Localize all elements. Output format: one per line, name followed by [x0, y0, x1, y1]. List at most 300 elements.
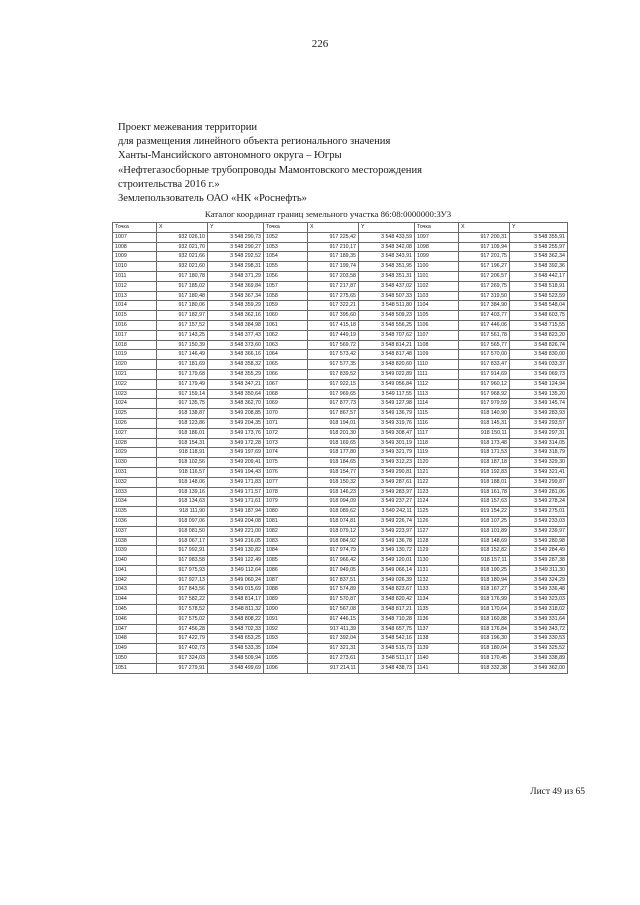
cell-x: 918 161,78	[459, 487, 510, 497]
cell-point: 1048	[113, 634, 157, 644]
cell-x: 917 422,79	[157, 634, 208, 644]
cell-y: 3 549 112,64	[208, 565, 264, 575]
cell-y: 3 548 347,21	[208, 379, 264, 389]
cell-point: 1112	[415, 379, 459, 389]
cell-x: 918 187,18	[459, 458, 510, 468]
cell-x: 917 992,91	[157, 546, 208, 556]
cell-point: 1055	[264, 262, 308, 272]
cell-x: 918 102,56	[157, 458, 208, 468]
cell-x: 918 111,90	[157, 507, 208, 517]
cell-point: 1085	[264, 556, 308, 566]
cell-x: 917 867,57	[308, 409, 359, 419]
cell-point: 1109	[415, 350, 459, 360]
cell-x: 918 154,31	[157, 438, 208, 448]
table-row	[113, 360, 568, 370]
cell-y: 3 548 515,73	[359, 644, 415, 654]
table-row	[113, 556, 568, 566]
cell-y: 3 549 136,78	[359, 536, 415, 546]
cell-y: 3 548 362,16	[208, 311, 264, 321]
cell-point: 1100	[415, 262, 459, 272]
table-row	[113, 409, 568, 419]
column-header: Точка	[264, 223, 308, 233]
cell-y: 3 549 301,19	[359, 438, 415, 448]
cell-point: 1082	[264, 526, 308, 536]
cell-y: 3 549 287,38	[510, 556, 568, 566]
cell-x: 918 188,01	[459, 477, 510, 487]
cell-point: 1140	[415, 654, 459, 664]
cell-y: 3 548 358,32	[208, 360, 264, 370]
cell-point: 1073	[264, 438, 308, 448]
cell-y: 3 549 233,03	[510, 516, 568, 526]
cell-point: 1131	[415, 565, 459, 575]
cell-point: 1102	[415, 281, 459, 291]
cell-x: 917 578,52	[157, 605, 208, 615]
cell-x: 917 966,42	[308, 556, 359, 566]
cell-x: 918 084,92	[308, 536, 359, 546]
cell-x: 917 877,73	[308, 399, 359, 409]
cell-x: 918 192,83	[459, 467, 510, 477]
cell-x: 917 180,78	[157, 271, 208, 281]
table-row	[113, 271, 568, 281]
cell-point: 1094	[264, 644, 308, 654]
cell-y: 3 549 281,06	[510, 487, 568, 497]
cell-point: 1087	[264, 575, 308, 585]
cell-x: 917 217,87	[308, 281, 359, 291]
cell-x: 918 138,87	[157, 409, 208, 419]
cell-y: 3 549 321,79	[359, 448, 415, 458]
cell-point: 1022	[113, 379, 157, 389]
cell-y: 3 548 511,17	[359, 654, 415, 664]
cell-point: 1135	[415, 605, 459, 615]
cell-point: 1029	[113, 448, 157, 458]
cell-point: 1133	[415, 585, 459, 595]
cell-x: 918 140,90	[459, 409, 510, 419]
cell-y: 3 548 507,33	[359, 291, 415, 301]
cell-point: 1045	[113, 605, 157, 615]
cell-y: 3 549 311,30	[510, 565, 568, 575]
cell-y: 3 548 707,62	[359, 330, 415, 340]
cell-x: 917 275,65	[308, 291, 359, 301]
cell-point: 1081	[264, 516, 308, 526]
cell-x: 917 196,27	[459, 262, 510, 272]
cell-x: 917 575,02	[157, 614, 208, 624]
cell-y: 3 548 442,17	[510, 271, 568, 281]
cell-point: 1106	[415, 320, 459, 330]
cell-point: 1129	[415, 546, 459, 556]
cell-x: 917 273,61	[308, 654, 359, 664]
cell-point: 1113	[415, 389, 459, 399]
cell-x: 917 573,42	[308, 350, 359, 360]
cell-x: 917 983,58	[157, 556, 208, 566]
cell-y: 3 549 122,49	[208, 556, 264, 566]
cell-y: 3 549 221,00	[208, 526, 264, 536]
cell-y: 3 548 384,98	[208, 320, 264, 330]
cell-y: 3 548 814,17	[208, 595, 264, 605]
cell-point: 1017	[113, 330, 157, 340]
cell-x: 917 203,58	[308, 271, 359, 281]
cell-point: 1108	[415, 340, 459, 350]
cell-x: 918 201,30	[308, 428, 359, 438]
cell-y: 3 548 342,08	[359, 242, 415, 252]
cell-y: 3 548 817,21	[359, 605, 415, 615]
cell-point: 1090	[264, 605, 308, 615]
cell-x: 917 206,57	[459, 271, 510, 281]
cell-x: 917 200,31	[459, 232, 510, 242]
cell-x: 932 021,60	[157, 262, 208, 272]
cell-y: 3 549 135,20	[510, 389, 568, 399]
cell-y: 3 549 171,61	[208, 497, 264, 507]
cell-point: 1056	[264, 271, 308, 281]
cell-y: 3 549 275,01	[510, 507, 568, 517]
cell-point: 1008	[113, 242, 157, 252]
table-row	[113, 350, 568, 360]
cell-y: 3 548 359,29	[208, 301, 264, 311]
cell-y: 3 549 336,48	[510, 585, 568, 595]
table-row	[113, 330, 568, 340]
cell-x: 917 415,18	[308, 320, 359, 330]
table-row	[113, 663, 568, 673]
cell-y: 3 548 710,28	[359, 614, 415, 624]
cell-point: 1079	[264, 497, 308, 507]
cell-point: 1134	[415, 595, 459, 605]
cell-y: 3 548 298,31	[208, 262, 264, 272]
cell-point: 1069	[264, 399, 308, 409]
cell-x: 917 839,52	[308, 369, 359, 379]
cell-y: 3 548 820,42	[359, 595, 415, 605]
table-row	[113, 497, 568, 507]
cell-y: 3 548 653,25	[208, 634, 264, 644]
header-line: Землепользователь ОАО «НК «Роснефть»	[118, 193, 307, 205]
table-row	[113, 448, 568, 458]
cell-x: 917 969,65	[308, 389, 359, 399]
cell-x: 918 154,77	[308, 467, 359, 477]
project-header	[118, 121, 538, 206]
cell-y: 3 549 318,79	[510, 448, 568, 458]
table-row	[113, 428, 568, 438]
cell-y: 3 548 362,70	[208, 399, 264, 409]
cell-point: 1035	[113, 507, 157, 517]
cell-x: 917 565,77	[459, 340, 510, 350]
table-row	[113, 644, 568, 654]
table-row	[113, 516, 568, 526]
cell-x: 917 321,31	[308, 644, 359, 654]
cell-y: 3 549 329,30	[510, 458, 568, 468]
cell-y: 3 548 355,29	[208, 369, 264, 379]
cell-point: 1068	[264, 389, 308, 399]
cell-x: 918 194,01	[308, 418, 359, 428]
cell-y: 3 549 362,00	[510, 663, 568, 673]
cell-x: 917 402,73	[157, 644, 208, 654]
cell-x: 917 135,75	[157, 399, 208, 409]
cell-point: 1084	[264, 546, 308, 556]
table-row	[113, 614, 568, 624]
cell-point: 1136	[415, 614, 459, 624]
cell-y: 3 549 283,97	[359, 487, 415, 497]
cell-y: 3 549 319,76	[359, 418, 415, 428]
cell-x: 918 160,88	[459, 614, 510, 624]
cell-x: 918 081,50	[157, 526, 208, 536]
cell-point: 1052	[264, 232, 308, 242]
cell-x: 917 210,17	[308, 242, 359, 252]
cell-y: 3 549 069,73	[510, 369, 568, 379]
cell-x: 917 185,02	[157, 281, 208, 291]
cell-y: 3 549 280,98	[510, 536, 568, 546]
cell-point: 1066	[264, 369, 308, 379]
cell-x: 917 922,15	[308, 379, 359, 389]
cell-x: 917 570,00	[459, 350, 510, 360]
table-row	[113, 536, 568, 546]
cell-x: 917 225,42	[308, 232, 359, 242]
table-row	[113, 458, 568, 468]
cell-x: 917 914,69	[459, 369, 510, 379]
table-row	[113, 389, 568, 399]
cell-y: 3 549 015,69	[208, 585, 264, 595]
cell-point: 1021	[113, 369, 157, 379]
cell-point: 1070	[264, 409, 308, 419]
cell-x: 917 570,87	[308, 595, 359, 605]
cell-point: 1059	[264, 301, 308, 311]
cell-x: 917 201,75	[459, 252, 510, 262]
cell-point: 1032	[113, 477, 157, 487]
cell-y: 3 549 145,74	[510, 399, 568, 409]
cell-point: 1141	[415, 663, 459, 673]
cell-point: 1064	[264, 350, 308, 360]
cell-y: 3 548 351,95	[359, 262, 415, 272]
cell-point: 1020	[113, 360, 157, 370]
table-row	[113, 487, 568, 497]
cell-x: 917 159,14	[157, 389, 208, 399]
table-row	[113, 605, 568, 615]
cell-point: 1043	[113, 585, 157, 595]
cell-y: 3 548 657,75	[359, 624, 415, 634]
cell-x: 918 332,38	[459, 663, 510, 673]
cell-point: 1033	[113, 487, 157, 497]
column-header: Y	[510, 223, 568, 233]
cell-y: 3 548 292,52	[208, 252, 264, 262]
cell-y: 3 548 542,16	[359, 634, 415, 644]
cell-x: 918 067,17	[157, 536, 208, 546]
table-row	[113, 369, 568, 379]
cell-y: 3 549 171,57	[208, 487, 264, 497]
cell-y: 3 548 369,84	[208, 281, 264, 291]
cell-point: 1058	[264, 291, 308, 301]
table-row	[113, 399, 568, 409]
cell-x: 918 157,11	[459, 556, 510, 566]
cell-point: 1057	[264, 281, 308, 291]
cell-x: 917 577,35	[308, 360, 359, 370]
cell-y: 3 549 136,79	[359, 409, 415, 419]
header-line: строительства 2016 г.»	[118, 178, 220, 190]
table-row	[113, 477, 568, 487]
cell-y: 3 549 287,61	[359, 477, 415, 487]
cell-point: 1088	[264, 585, 308, 595]
cell-point: 1018	[113, 340, 157, 350]
header-line: для размещения линейного объекта регионального значения	[118, 136, 391, 148]
cell-point: 1095	[264, 654, 308, 664]
cell-point: 1074	[264, 448, 308, 458]
cell-x: 932 021,70	[157, 242, 208, 252]
cell-y: 3 549 343,72	[510, 624, 568, 634]
cell-x: 918 177,80	[308, 448, 359, 458]
cell-y: 3 549 321,41	[510, 467, 568, 477]
cell-y: 3 549 239,97	[510, 526, 568, 536]
cell-x: 917 157,52	[157, 320, 208, 330]
cell-x: 918 101,89	[459, 526, 510, 536]
cell-point: 1041	[113, 565, 157, 575]
cell-x: 917 561,78	[459, 330, 510, 340]
table-row	[113, 232, 568, 242]
cell-y: 3 549 325,52	[510, 644, 568, 654]
catalog-title: Каталог координат границ земельного участка 86:08:0000000:ЗУ3	[204, 209, 452, 219]
cell-x: 918 148,06	[157, 477, 208, 487]
table-row	[113, 595, 568, 605]
cell-point: 1120	[415, 458, 459, 468]
cell-y: 3 548 438,73	[359, 663, 415, 673]
cell-y: 3 549 283,93	[510, 409, 568, 419]
cell-x: 918 170,64	[459, 605, 510, 615]
cell-point: 1132	[415, 575, 459, 585]
cell-x: 918 186,01	[157, 428, 208, 438]
cell-point: 1115	[415, 409, 459, 419]
cell-point: 1036	[113, 516, 157, 526]
cell-x: 917 582,22	[157, 595, 208, 605]
cell-point: 1049	[113, 644, 157, 654]
cell-x: 917 979,59	[459, 399, 510, 409]
cell-x: 917 180,06	[157, 301, 208, 311]
cell-y: 3 548 499,69	[208, 663, 264, 673]
table-row	[113, 654, 568, 664]
cell-y: 3 549 187,94	[208, 507, 264, 517]
cell-y: 3 548 290,73	[208, 232, 264, 242]
table-row	[113, 242, 568, 252]
cell-x: 917 322,21	[308, 301, 359, 311]
cell-x: 917 189,35	[308, 252, 359, 262]
cell-y: 3 548 362,34	[510, 252, 568, 262]
cell-point: 1016	[113, 320, 157, 330]
column-header: Y	[208, 223, 264, 233]
cell-x: 918 123,86	[157, 418, 208, 428]
cell-x: 918 152,82	[459, 546, 510, 556]
cell-point: 1075	[264, 458, 308, 468]
cell-y: 3 549 223,97	[359, 526, 415, 536]
cell-y: 3 548 823,20	[510, 330, 568, 340]
cell-point: 1047	[113, 624, 157, 634]
cell-y: 3 548 715,55	[510, 320, 568, 330]
cell-point: 1080	[264, 507, 308, 517]
cell-y: 3 548 366,16	[208, 350, 264, 360]
column-header: X	[308, 223, 359, 233]
cell-x: 917 179,68	[157, 369, 208, 379]
cell-x: 917 833,47	[459, 360, 510, 370]
cell-y: 3 549 290,81	[359, 467, 415, 477]
cell-y: 3 549 330,53	[510, 634, 568, 644]
table-row	[113, 526, 568, 536]
cell-x: 917 214,11	[308, 663, 359, 673]
cell-x: 918 116,57	[157, 467, 208, 477]
cell-point: 1063	[264, 340, 308, 350]
cell-x: 917 449,19	[308, 330, 359, 340]
cell-point: 1042	[113, 575, 157, 585]
cell-point: 1013	[113, 291, 157, 301]
header-line: Ханты-Мансийского автономного округа – Югры	[118, 150, 342, 162]
cell-x: 917 182,97	[157, 311, 208, 321]
cell-y: 3 548 373,60	[208, 340, 264, 350]
cell-x: 917 569,72	[308, 340, 359, 350]
cell-y: 3 549 022,89	[359, 369, 415, 379]
cell-y: 3 549 204,08	[208, 516, 264, 526]
cell-point: 1028	[113, 438, 157, 448]
cell-x: 918 190,25	[459, 565, 510, 575]
cell-point: 1019	[113, 350, 157, 360]
column-header: X	[459, 223, 510, 233]
table-row	[113, 546, 568, 556]
cell-point: 1092	[264, 624, 308, 634]
table-row	[113, 252, 568, 262]
cell-point: 1139	[415, 644, 459, 654]
cell-point: 1101	[415, 271, 459, 281]
cell-point: 1011	[113, 271, 157, 281]
cell-point: 1071	[264, 418, 308, 428]
table-body	[113, 232, 568, 673]
cell-point: 1037	[113, 526, 157, 536]
cell-point: 1061	[264, 320, 308, 330]
cell-y: 3 549 293,57	[510, 418, 568, 428]
header-line: Проект межевания территории	[118, 122, 258, 133]
cell-y: 3 549 066,14	[359, 565, 415, 575]
cell-point: 1103	[415, 291, 459, 301]
cell-x: 917 384,90	[459, 301, 510, 311]
cell-point: 1039	[113, 546, 157, 556]
cell-y: 3 549 130,72	[359, 546, 415, 556]
cell-y: 3 548 509,23	[359, 311, 415, 321]
cell-point: 1077	[264, 477, 308, 487]
cell-point: 1091	[264, 614, 308, 624]
cell-y: 3 548 433,59	[359, 232, 415, 242]
cell-y: 3 548 523,59	[510, 291, 568, 301]
table-row	[113, 340, 568, 350]
table-row	[113, 281, 568, 291]
cell-x: 918 169,65	[308, 438, 359, 448]
cell-x: 917 179,49	[157, 379, 208, 389]
cell-y: 3 548 392,36	[510, 262, 568, 272]
table-row	[113, 311, 568, 321]
cell-x: 917 949,05	[308, 565, 359, 575]
table-row	[113, 585, 568, 595]
cell-y: 3 549 314,05	[510, 438, 568, 448]
coordinates-table	[112, 222, 568, 674]
cell-point: 1093	[264, 634, 308, 644]
cell-x: 917 567,08	[308, 605, 359, 615]
cell-y: 3 548 377,43	[208, 330, 264, 340]
cell-x: 917 446,06	[459, 320, 510, 330]
cell-x: 917 574,89	[308, 585, 359, 595]
cell-point: 1040	[113, 556, 157, 566]
table-header-row	[113, 223, 568, 233]
cell-x: 918 173,48	[459, 438, 510, 448]
cell-x: 918 146,23	[308, 487, 359, 497]
table-row	[113, 301, 568, 311]
cell-x: 918 074,81	[308, 516, 359, 526]
cell-point: 1034	[113, 497, 157, 507]
cell-y: 3 549 197,69	[208, 448, 264, 458]
cell-y: 3 549 299,87	[510, 477, 568, 487]
cell-point: 1096	[264, 663, 308, 673]
cell-point: 1122	[415, 477, 459, 487]
cell-point: 1046	[113, 614, 157, 624]
cell-y: 3 549 194,43	[208, 467, 264, 477]
cell-x: 917 837,51	[308, 575, 359, 585]
cell-x: 917 143,25	[157, 330, 208, 340]
